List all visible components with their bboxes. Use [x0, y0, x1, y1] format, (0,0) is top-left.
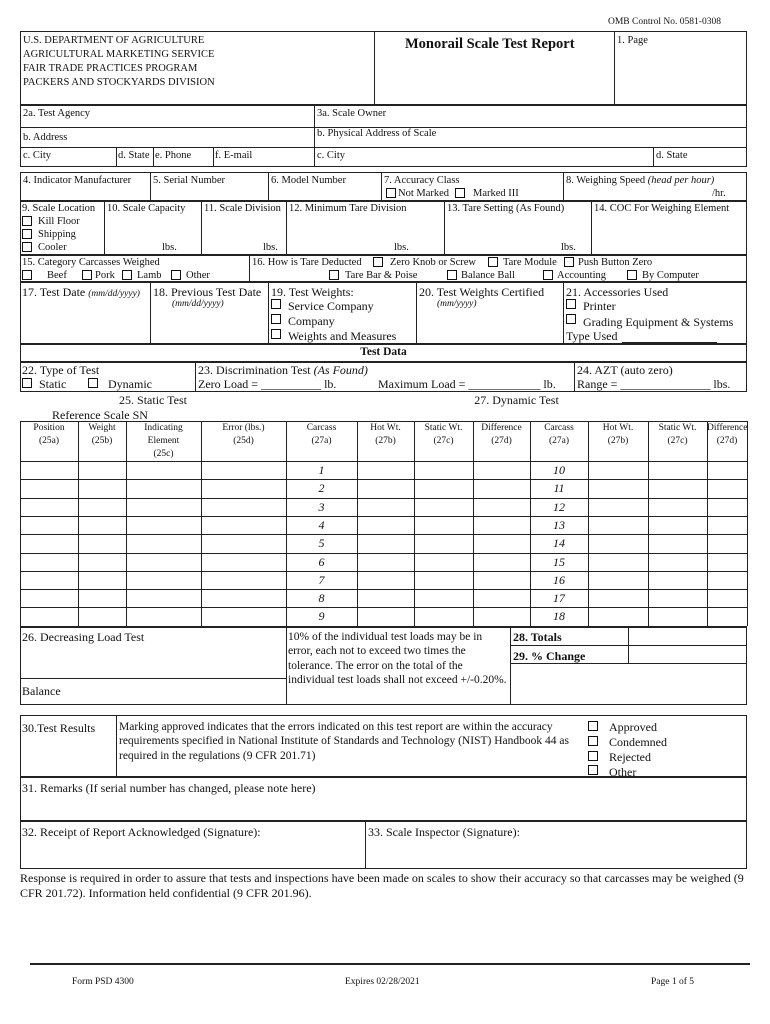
- table-cell-input[interactable]: [79, 608, 125, 624]
- table-cell-input[interactable]: [202, 535, 285, 551]
- table-cell-input[interactable]: [708, 462, 746, 478]
- carcass-number: 11: [553, 481, 565, 496]
- table-cell-input[interactable]: [415, 535, 472, 551]
- table-cell-input[interactable]: [589, 462, 647, 478]
- pork-checkbox[interactable]: [82, 270, 92, 280]
- table-cell-input[interactable]: [415, 554, 472, 570]
- table-cell-input[interactable]: [79, 462, 125, 478]
- balance-ball-checkbox[interactable]: [447, 270, 457, 280]
- table-cell-input[interactable]: [415, 462, 472, 478]
- table-cell-input[interactable]: [127, 554, 200, 570]
- table-cell-input[interactable]: [358, 480, 413, 496]
- table-column-header: Carcass: [544, 423, 574, 433]
- tare-setting-unit: lbs.: [561, 242, 576, 253]
- table-cell-input[interactable]: [358, 590, 413, 606]
- zero-load-field[interactable]: Zero Load = __________ lb.: [198, 377, 337, 391]
- type-of-test-label: 22. Type of Test: [22, 363, 100, 377]
- min-tare-division-field[interactable]: 12. Minimum Tare Division: [289, 203, 407, 214]
- tare-module-label: Tare Module: [503, 257, 557, 268]
- table-cell-input[interactable]: [127, 499, 200, 515]
- table-cell-input[interactable]: [79, 480, 125, 496]
- table-column-header: Hot Wt.: [370, 423, 401, 433]
- table-cell-input[interactable]: [202, 462, 285, 478]
- static-test-checkbox[interactable]: [22, 378, 32, 388]
- expiration-date: Expires 02/28/2021: [345, 977, 420, 987]
- previous-date-format: (mm/dd/yyyy): [172, 299, 224, 309]
- table-column-header: (25c): [153, 449, 174, 459]
- kill-floor-label: Kill Floor: [38, 216, 80, 227]
- table-cell-input[interactable]: [708, 517, 746, 533]
- table-cell-input[interactable]: [79, 572, 125, 588]
- weighing-speed-field[interactable]: 8. Weighing Speed (head per hour): [566, 175, 715, 186]
- table-cell-input[interactable]: [202, 499, 285, 515]
- address-field[interactable]: b. Address: [23, 132, 68, 143]
- table-column-header: Carcass: [306, 423, 337, 433]
- table-cell-input[interactable]: [415, 480, 472, 496]
- table-cell-input[interactable]: [127, 517, 200, 533]
- table-cell-input[interactable]: [649, 499, 706, 515]
- table-column-header: Difference: [707, 423, 748, 433]
- receipt-signature-field[interactable]: 32. Receipt of Report Acknowledged (Signature):: [22, 825, 261, 839]
- footer-rule: [30, 963, 750, 965]
- city-2-field[interactable]: c. City: [317, 150, 345, 161]
- email-field[interactable]: f. E-mail: [215, 150, 253, 161]
- other-result-checkbox[interactable]: [588, 765, 598, 775]
- table-cell-input[interactable]: [474, 590, 529, 606]
- table-cell-input[interactable]: [649, 480, 706, 496]
- weights-measures-checkbox[interactable]: [271, 329, 281, 339]
- grading-label: Grading Equipment & Systems: [583, 315, 734, 329]
- rejected-label: Rejected: [609, 750, 651, 764]
- max-load-field[interactable]: Maximum Load = ____________ lb.: [378, 377, 556, 391]
- omb-control-number: OMB Control No. 0581-0308: [608, 17, 721, 27]
- zero-knob-checkbox[interactable]: [373, 257, 383, 267]
- serial-number-field[interactable]: 5. Serial Number: [153, 175, 226, 186]
- table-column-header: (25a): [38, 436, 60, 446]
- table-column-header: Difference: [481, 423, 522, 433]
- table-cell-input[interactable]: [21, 590, 77, 606]
- table-column-header: (27b): [607, 436, 629, 446]
- tare-module-checkbox[interactable]: [488, 257, 498, 267]
- table-cell-input[interactable]: [649, 462, 706, 478]
- approved-label: Approved: [609, 720, 657, 734]
- table-cell-input[interactable]: [21, 480, 77, 496]
- accounting-checkbox[interactable]: [543, 270, 553, 280]
- scale-location-label: 9. Scale Location: [22, 203, 96, 214]
- other-category-checkbox[interactable]: [171, 270, 181, 280]
- agency-line-3: FAIR TRADE PRACTICES PROGRAM: [23, 63, 198, 74]
- other-category-label: Other: [186, 270, 210, 281]
- form-title: Monorail Scale Test Report: [405, 36, 575, 52]
- carcass-number: 6: [318, 554, 325, 569]
- table-cell-input[interactable]: [649, 608, 706, 624]
- table-cell-input[interactable]: [202, 480, 285, 496]
- min-tare-unit: lbs.: [394, 242, 409, 253]
- carcass-number: 14: [553, 536, 565, 551]
- table-cell-input[interactable]: [474, 608, 529, 624]
- printer-checkbox[interactable]: [566, 299, 576, 309]
- decreasing-load-label: 26. Decreasing Load Test: [22, 630, 145, 644]
- table-rule: [20, 421, 747, 422]
- test-weights-label: 19. Test Weights:: [271, 285, 354, 299]
- test-data-table: [20, 421, 747, 628]
- table-cell-input[interactable]: [708, 572, 746, 588]
- table-cell-input[interactable]: [358, 499, 413, 515]
- table-column-header: (25b): [91, 436, 113, 446]
- lamb-checkbox[interactable]: [122, 270, 132, 280]
- capacity-unit: lbs.: [162, 242, 177, 253]
- table-cell-input[interactable]: [589, 590, 647, 606]
- balance-ball-label: Balance Ball: [461, 270, 515, 281]
- table-cell-input[interactable]: [127, 608, 200, 624]
- not-marked-label: Not Marked: [398, 188, 450, 199]
- physical-address-field[interactable]: b. Physical Address of Scale: [317, 128, 437, 139]
- table-cell-input[interactable]: [415, 499, 472, 515]
- table-cell-input[interactable]: [649, 554, 706, 570]
- pork-label: Pork: [95, 270, 115, 281]
- weights-certified-format: (mm/yyyy): [437, 299, 477, 309]
- carcass-number: 2: [318, 481, 325, 496]
- agency-line-4: PACKERS AND STOCKYARDS DIVISION: [23, 77, 215, 88]
- table-cell-input[interactable]: [589, 608, 647, 624]
- lamb-label: Lamb: [137, 270, 162, 281]
- dynamic-test-checkbox[interactable]: [88, 378, 98, 388]
- marked-iii-label: Marked III: [473, 188, 519, 199]
- remarks-field[interactable]: 31. Remarks (If serial number has changed, please note here): [22, 781, 316, 795]
- grading-checkbox[interactable]: [566, 314, 576, 324]
- table-column-header: Weight: [88, 423, 116, 433]
- phone-field[interactable]: e. Phone: [155, 150, 192, 161]
- cooler-checkbox[interactable]: [22, 242, 32, 252]
- table-column-header: (27a): [548, 436, 570, 446]
- accounting-label: Accounting: [557, 270, 606, 281]
- push-button-zero-checkbox[interactable]: [564, 257, 574, 267]
- accuracy-class-label: 7. Accuracy Class: [384, 175, 460, 186]
- test-results-label: 30.Test Results: [22, 721, 96, 735]
- approved-checkbox[interactable]: [588, 721, 598, 731]
- table-column-header: Indicating: [144, 423, 183, 433]
- table-cell-input[interactable]: [21, 517, 77, 533]
- table-cell-input[interactable]: [649, 590, 706, 606]
- table-cell-input[interactable]: [708, 480, 746, 496]
- shipping-checkbox[interactable]: [22, 229, 32, 239]
- company-checkbox[interactable]: [271, 314, 281, 324]
- page-number-field[interactable]: 1. Page: [617, 35, 648, 46]
- table-column-header: Static Wt.: [658, 423, 697, 433]
- form-number: Form PSD 4300: [72, 977, 134, 987]
- service-company-label: Service Company: [288, 299, 374, 313]
- carcass-number: 7: [318, 572, 325, 587]
- table-cell-input[interactable]: [649, 535, 706, 551]
- table-cell-input[interactable]: [358, 462, 413, 478]
- dynamic-test-label: Dynamic: [108, 377, 152, 391]
- table-cell-input[interactable]: [589, 535, 647, 551]
- carcass-number: 13: [553, 517, 565, 532]
- carcass-number: 18: [553, 609, 565, 624]
- table-cell-input[interactable]: [79, 590, 125, 606]
- accessories-label: 21. Accessories Used: [566, 285, 669, 299]
- tare-bar-label: Tare Bar & Poise: [345, 270, 418, 281]
- table-cell-input[interactable]: [474, 517, 529, 533]
- scale-owner-field[interactable]: 3a. Scale Owner: [317, 108, 387, 119]
- table-column-header: Position: [33, 423, 65, 433]
- table-cell-input[interactable]: [708, 554, 746, 570]
- rejected-checkbox[interactable]: [588, 751, 598, 761]
- table-cell-input[interactable]: [127, 462, 200, 478]
- inspector-signature-field[interactable]: 33. Scale Inspector (Signature):: [368, 825, 520, 839]
- static-test-heading: 25. Static Test: [119, 393, 187, 407]
- tare-bar-checkbox[interactable]: [329, 270, 339, 280]
- balance-field[interactable]: Balance: [22, 684, 61, 698]
- page-of-pages: Page 1 of 5: [651, 977, 695, 987]
- carcass-number: 9: [318, 609, 325, 624]
- tolerance-note: 10% of the individual test loads may be in error, each not to exceed two times the tolerance. The error on the total of the individual test loads shall not exceed +/-0.20%.: [288, 631, 507, 687]
- table-cell-input[interactable]: [79, 499, 125, 515]
- table-cell-input[interactable]: [358, 572, 413, 588]
- table-cell-input[interactable]: [127, 535, 200, 551]
- static-test-label: Static: [39, 377, 67, 391]
- table-cell-input[interactable]: [358, 554, 413, 570]
- carcass-number: 15: [553, 554, 565, 569]
- table-column-header: Static Wt.: [424, 423, 463, 433]
- table-cell-input[interactable]: [708, 535, 746, 551]
- tare-deducted-label: 16. How is Tare Deducted: [252, 257, 362, 268]
- table-cell-input[interactable]: [708, 499, 746, 515]
- discrimination-test-label: 23. Discrimination Test (As Found): [198, 363, 368, 377]
- table-column-header: (27a): [311, 436, 332, 446]
- carcass-number: 5: [318, 536, 325, 551]
- carcass-number: 8: [318, 591, 325, 606]
- reference-scale-sn-field[interactable]: Reference Scale SN: [52, 408, 148, 422]
- scale-division-field[interactable]: 11. Scale Division: [204, 203, 281, 214]
- not-marked-checkbox[interactable]: [386, 188, 396, 198]
- test-agency-field[interactable]: 2a. Test Agency: [23, 108, 91, 119]
- kill-floor-checkbox[interactable]: [22, 216, 32, 226]
- division-unit: lbs.: [263, 242, 278, 253]
- table-cell-input[interactable]: [21, 572, 77, 588]
- tare-setting-field[interactable]: 13. Tare Setting (As Found): [447, 203, 565, 214]
- indicator-manufacturer-field[interactable]: 4. Indicator Manufacturer: [23, 175, 132, 186]
- table-rule: [747, 421, 748, 626]
- table-cell-input[interactable]: [589, 572, 647, 588]
- test-results-text: Marking approved indicates that the errors indicated on this test report are within the accuracy requirements specified in National Institute of Standards and Technology (NIST) Handbook 44 as required in the regulations (9 CFR 201.71): [119, 721, 569, 762]
- table-cell-input[interactable]: [474, 535, 529, 551]
- test-date-field[interactable]: 17. Test Date (mm/dd/yyyy): [22, 285, 140, 299]
- table-cell-input[interactable]: [358, 608, 413, 624]
- carcass-number: 3: [318, 499, 325, 514]
- azt-range-field[interactable]: Range = _______________ lbs.: [577, 377, 731, 391]
- table-cell-input[interactable]: [589, 554, 647, 570]
- carcass-number: 10: [553, 463, 565, 477]
- other-result-label: Other: [609, 765, 637, 779]
- marked-iii-checkbox[interactable]: [455, 188, 465, 198]
- coc-field[interactable]: 14. COC For Weighing Element: [594, 203, 730, 214]
- totals-field[interactable]: 28. Totals: [513, 630, 562, 644]
- azt-label: 24. AZT (auto zero): [577, 363, 673, 377]
- table-column-header: (27c): [667, 436, 688, 446]
- table-column-header: (27d): [491, 436, 512, 446]
- shipping-label: Shipping: [38, 229, 76, 240]
- table-cell-input[interactable]: [79, 517, 125, 533]
- by-computer-checkbox[interactable]: [627, 270, 637, 280]
- table-column-header: Element: [147, 436, 180, 446]
- table-cell-input[interactable]: [415, 590, 472, 606]
- table-cell-input[interactable]: [415, 517, 472, 533]
- weights-measures-label: Weights and Measures: [288, 329, 397, 343]
- condemned-checkbox[interactable]: [588, 736, 598, 746]
- beef-checkbox[interactable]: [22, 270, 32, 280]
- carcass-number: 12: [553, 499, 565, 514]
- condemned-label: Condemned: [609, 735, 667, 749]
- table-cell-input[interactable]: [474, 499, 529, 515]
- table-cell-input[interactable]: [202, 590, 285, 606]
- beef-label: Beef: [47, 270, 67, 281]
- table-cell-input[interactable]: [21, 554, 77, 570]
- table-cell-input[interactable]: [415, 572, 472, 588]
- percent-change-field[interactable]: 29. % Change: [513, 649, 586, 663]
- table-cell-input[interactable]: [79, 554, 125, 570]
- table-cell-input[interactable]: [127, 572, 200, 588]
- agency-line-2: AGRICULTURAL MARKETING SERVICE: [23, 49, 215, 60]
- per-hour-unit: /hr.: [712, 188, 726, 199]
- table-cell-input[interactable]: [474, 554, 529, 570]
- model-number-field[interactable]: 6. Model Number: [271, 175, 346, 186]
- table-column-header: (27c): [433, 436, 454, 446]
- carcass-number: 1: [318, 463, 325, 477]
- table-cell-input[interactable]: [202, 572, 285, 588]
- printer-label: Printer: [583, 299, 616, 313]
- push-button-zero-label: Push Button Zero: [578, 257, 653, 268]
- table-cell-input[interactable]: [21, 462, 77, 478]
- table-column-header: (27d): [716, 436, 738, 446]
- table-cell-input[interactable]: [202, 554, 285, 570]
- previous-test-date-field[interactable]: 18. Previous Test Date: [153, 285, 262, 299]
- scale-capacity-field[interactable]: 10. Scale Capacity: [107, 203, 186, 214]
- agency-line-1: U.S. DEPARTMENT OF AGRICULTURE: [23, 35, 205, 46]
- by-computer-label: By Computer: [642, 270, 699, 281]
- test-data-heading: Test Data: [360, 346, 407, 358]
- table-cell-input[interactable]: [708, 590, 746, 606]
- table-column-header: (25d): [233, 436, 254, 446]
- table-cell-input[interactable]: [358, 535, 413, 551]
- table-cell-input[interactable]: [708, 608, 746, 624]
- city-field[interactable]: c. City: [23, 150, 51, 161]
- company-label: Company: [288, 314, 335, 328]
- state-field[interactable]: d. State: [118, 150, 150, 161]
- table-cell-input[interactable]: [474, 572, 529, 588]
- table-cell-input[interactable]: [474, 462, 529, 478]
- table-cell-input[interactable]: [21, 499, 77, 515]
- cooler-label: Cooler: [38, 242, 67, 253]
- table-cell-input[interactable]: [649, 572, 706, 588]
- table-cell-input[interactable]: [202, 517, 285, 533]
- carcass-number: 17: [553, 591, 565, 606]
- state-2-field[interactable]: d. State: [656, 150, 688, 161]
- table-cell-input[interactable]: [589, 517, 647, 533]
- carcass-number: 16: [553, 572, 565, 587]
- dynamic-test-heading: 27. Dynamic Test: [474, 393, 559, 407]
- table-column-header: (27b): [375, 436, 396, 446]
- service-company-checkbox[interactable]: [271, 299, 281, 309]
- table-cell-input[interactable]: [127, 590, 200, 606]
- category-label: 15. Category Carcasses Weighed: [22, 257, 160, 268]
- type-used-field[interactable]: Type Used: [566, 329, 618, 343]
- table-cell-input[interactable]: [79, 535, 125, 551]
- table-column-header: Hot Wt.: [602, 423, 634, 433]
- table-cell-input[interactable]: [21, 608, 77, 624]
- table-cell-input[interactable]: [358, 517, 413, 533]
- carcass-number: 4: [318, 517, 325, 532]
- response-statement: Response is required in order to assure that tests and inspections have been made on scales to show their accuracy so that carcasses may be weighed (9 CFR 201.72). Information held confidential (9 CFR 201.96).: [20, 871, 744, 900]
- table-cell-input[interactable]: [127, 480, 200, 496]
- table-cell-input[interactable]: [21, 535, 77, 551]
- zero-knob-label: Zero Knob or Screw: [390, 257, 477, 268]
- table-cell-input[interactable]: [474, 480, 529, 496]
- table-column-header: Error (lbs.): [222, 423, 265, 433]
- table-cell-input[interactable]: [589, 480, 647, 496]
- weights-certified-field[interactable]: 20. Test Weights Certified: [419, 285, 545, 299]
- table-cell-input[interactable]: [649, 517, 706, 533]
- table-cell-input[interactable]: [589, 499, 647, 515]
- table-cell-input[interactable]: [202, 608, 285, 624]
- table-cell-input[interactable]: [415, 608, 472, 624]
